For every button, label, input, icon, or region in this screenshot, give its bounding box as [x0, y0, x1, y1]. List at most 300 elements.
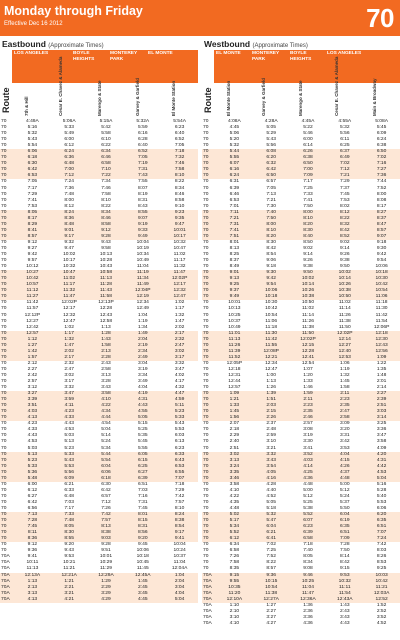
time-cell: 2:07 [229, 421, 240, 427]
time-cell: 4:25 [290, 470, 327, 476]
route-column-label: Route [203, 87, 213, 113]
time-cell: 3:02 [64, 372, 74, 378]
time-cell: 9:49 [216, 294, 253, 300]
time-cell: 4:17 [174, 379, 185, 385]
time-cell: 3:32 [174, 360, 185, 366]
route-cell: 70 [0, 161, 14, 167]
time-cell: 1:02 [174, 300, 185, 306]
time-cell: 8:00 [253, 222, 290, 228]
route-cell: 70 [202, 530, 216, 536]
time-cell: 5:04 [101, 427, 111, 433]
time-cell: 9:10 [174, 203, 185, 209]
time-cell: 6:53 [14, 173, 51, 179]
time-cell: 2:58 [326, 415, 363, 421]
time-cell: 5:50 [340, 506, 350, 511]
route-cell: 70 [1, 119, 7, 124]
route-cell: 70 [203, 439, 209, 445]
time-cell: 10:17 [63, 258, 76, 264]
route-cell: 70 [1, 427, 7, 433]
time-cell: 3:10 [266, 439, 276, 445]
time-cell: 5:12 [303, 493, 313, 499]
time-cell: 10:27 [14, 270, 51, 276]
time-cell: 6:31 [229, 179, 240, 185]
time-cell: 4:52 [376, 620, 387, 626]
route-cell: 70 [1, 137, 7, 143]
time-cell: 12:57 [14, 331, 51, 337]
time-cell: 10:04 [136, 239, 149, 245]
time-cell: 11:21 [363, 585, 400, 591]
time-cell: 2:34 [124, 349, 161, 355]
time-cell: 10:29 [99, 560, 113, 566]
time-cell: 4:14 [290, 464, 327, 470]
time-cell: 6:39 [290, 530, 327, 536]
time-cell: 2:12 [27, 360, 38, 366]
time-cell: 7:02 [266, 542, 276, 548]
time-cell: 8:13 [229, 245, 240, 251]
time-cell: 10:19 [136, 245, 149, 251]
time-cell: 5:18 [266, 506, 276, 511]
time-cell: 5:24 [101, 439, 111, 445]
time-cell: 5:23 [14, 458, 51, 464]
route-cell: 70 [202, 524, 216, 530]
time-cell: 11:45 [136, 566, 149, 572]
time-cell: 7:57 [174, 499, 185, 505]
time-cell: 7:17 [303, 179, 313, 185]
route-column-label: Route [1, 87, 11, 113]
time-cell: 10:47 [51, 270, 88, 276]
route-cell: 70 [0, 234, 14, 240]
time-cell: 1:51 [253, 397, 290, 403]
time-cell: 10:54 [363, 288, 400, 294]
time-cell: 11:30 [375, 306, 388, 312]
time-cell: 4:43 [27, 433, 38, 439]
time-cell: 11:32 [51, 288, 88, 294]
time-cell: 4:36 [303, 620, 313, 626]
time-cell: 9:25 [376, 566, 387, 572]
time-cell: 6:51 [363, 524, 400, 530]
time-cell: 1:21 [51, 579, 88, 585]
time-cell: 5:43 [27, 137, 38, 143]
time-cell: 9:01 [216, 270, 253, 276]
time-cell: 9:46 [290, 573, 327, 579]
time-cell: 2:02 [51, 349, 88, 355]
time-cell: 7:18 [174, 481, 185, 487]
time-cell: 1:36 [303, 602, 313, 608]
time-cell: 7:42 [88, 512, 125, 518]
route-cell: 70 [1, 506, 7, 511]
time-cell: 12:30 [363, 337, 400, 343]
time-cell: 10:06 [136, 548, 149, 554]
area-label: LOS ANGELES [327, 51, 362, 56]
time-cell: 3:49 [138, 379, 148, 385]
time-cell: 5:16 [376, 481, 387, 487]
time-cell: 11:49 [124, 282, 161, 288]
time-cell: 10:50 [326, 294, 363, 300]
time-cell: 1:33 [216, 403, 253, 409]
route-cell: 70 [1, 318, 7, 324]
time-cell: 10:38 [290, 294, 327, 300]
time-cell: 10:49 [228, 324, 241, 330]
route-cell: 70 [202, 288, 216, 294]
time-cell: 12:06P [373, 324, 390, 330]
time-cell: 11:06 [265, 318, 278, 324]
time-cell: 2:11 [290, 397, 327, 403]
time-cell: 6:20 [363, 512, 400, 518]
time-cell: 7:40 [253, 210, 290, 216]
time-cell: 8:34 [303, 560, 313, 566]
time-cell: 1:56 [216, 415, 253, 421]
time-cell: 6:42 [253, 167, 290, 173]
time-cell: 7:24 [363, 536, 400, 542]
time-cell: 11:17 [173, 258, 186, 264]
time-cell: 7:09 [290, 173, 327, 179]
time-cell: 8:05 [51, 524, 88, 530]
time-cell: 7:12 [101, 499, 111, 505]
time-cell: 8:58 [174, 197, 185, 203]
time-cell: 12:02P [326, 331, 363, 337]
route-cell: 70A [0, 585, 14, 591]
time-cell: 5:11 [161, 403, 198, 409]
route-cell: 70 [0, 343, 14, 349]
area-header [202, 50, 400, 83]
time-cell: 8:20 [253, 234, 290, 240]
time-cell: 7:48 [64, 191, 74, 197]
time-cell: 8:01 [124, 512, 161, 518]
route-cell: 70 [202, 458, 216, 464]
time-cell: 11:13 [216, 337, 253, 343]
time-cell: 6:25 [124, 464, 161, 470]
time-cell: 6:52 [124, 149, 161, 155]
time-cell: 2:13 [14, 585, 51, 591]
stop-name: Marengo & State [298, 80, 303, 116]
time-cell: 12:04A [171, 566, 188, 572]
time-cell: 6:42 [101, 487, 111, 493]
time-cell: 7:09 [326, 536, 363, 542]
time-cell: 2:11 [326, 391, 363, 397]
time-cell: 12:03A [363, 591, 400, 597]
time-cell: 9:54 [253, 282, 290, 288]
time-cell: 7:45 [138, 506, 148, 511]
time-cell: 8:19 [138, 191, 148, 197]
time-cell: 8:55 [124, 210, 161, 216]
route-cell: 70 [203, 566, 209, 572]
time-cell: 4:22 [229, 493, 240, 499]
route-cell: 70 [203, 252, 209, 258]
route-cell: 70 [202, 343, 216, 349]
westbound-timetable [202, 119, 400, 627]
time-cell: 8:13 [88, 524, 125, 530]
route-cell: 70 [0, 270, 14, 276]
time-cell: 5:44 [88, 452, 125, 458]
route-cell: 70 [202, 234, 216, 240]
time-cell: 2:32 [161, 337, 198, 343]
time-cell: 4:35 [229, 499, 240, 505]
time-cell: 11:52 [216, 355, 253, 361]
time-cell: 6:18 [88, 476, 125, 482]
time-cell: 10:12 [26, 264, 39, 270]
time-cell: 5:13 [14, 452, 51, 458]
time-cell: 11:04 [290, 585, 327, 591]
time-cell: 6:07 [290, 518, 327, 524]
time-cell: 12:58 [99, 318, 113, 324]
route-cell: 70 [203, 179, 209, 185]
time-cell: 4:43 [124, 403, 161, 409]
time-cell: 8:37 [363, 216, 400, 222]
time-cell: 2:14 [376, 385, 387, 391]
time-cell: 10:04 [173, 542, 186, 548]
stop-name: El Monte Station [171, 80, 176, 116]
time-cell: 9:38 [303, 264, 313, 270]
time-cell: 1:52 [376, 602, 387, 608]
route-cell: 70 [203, 306, 209, 312]
time-cell: 9:12 [88, 228, 125, 234]
time-cell: 6:51 [326, 530, 363, 536]
route-cell: 70 [1, 306, 7, 312]
route-cell: 70 [0, 452, 14, 458]
time-cell: 11:39 [216, 349, 253, 355]
route-cell: 70A [203, 614, 212, 620]
time-cell: 6:48 [51, 161, 88, 167]
time-cell: 2:36 [303, 608, 313, 614]
route-cell: 70 [1, 300, 7, 306]
time-cell: 3:59 [51, 397, 88, 403]
route-cell: 70 [0, 155, 14, 161]
route-cell: 70 [0, 228, 14, 234]
time-cell: 10:02 [63, 252, 76, 258]
time-cell: 10:01 [161, 228, 198, 234]
time-cell: 6:06 [376, 506, 387, 511]
time-cell: 12:57 [228, 385, 241, 391]
route-cell: 70 [202, 391, 216, 397]
time-cell: 7:57 [88, 518, 125, 524]
time-cell: 12:29A [88, 573, 125, 579]
time-cell: 7:29 [174, 487, 185, 493]
time-cell: 7:16 [138, 493, 148, 499]
time-cell: 10:47 [173, 245, 186, 251]
time-cell: 1:09 [363, 355, 400, 361]
time-cell: 10:06 [253, 288, 290, 294]
time-cell: 5:47 [253, 518, 290, 524]
time-cell: 10:02 [290, 276, 327, 282]
time-cell: 2:47 [326, 409, 363, 415]
time-cell: 9:50 [290, 270, 327, 276]
time-cell: 10:42 [363, 579, 400, 585]
route-cell: 70 [203, 385, 209, 391]
time-cell: 10:14 [290, 282, 327, 288]
time-cell: 9:30 [253, 270, 290, 276]
time-cell: 10:25 [228, 312, 241, 318]
route-cell: 70 [0, 391, 14, 397]
time-cell: 5:28 [376, 487, 387, 493]
time-cell: 6:57 [101, 493, 111, 499]
time-cell: 9:47 [64, 245, 74, 251]
time-cell: 6:16 [216, 167, 253, 173]
time-cell: 9:26 [340, 252, 350, 258]
time-cell: 11:43 [88, 288, 125, 294]
time-cell: 1:43 [340, 602, 350, 608]
route-cell: 70 [203, 433, 209, 439]
route-cell: 70 [0, 337, 14, 343]
time-cell: 8:26 [376, 554, 387, 560]
time-cell: 7:40 [303, 548, 313, 554]
time-cell: 12:43 [363, 343, 400, 349]
time-cell: 11:50 [290, 331, 327, 337]
time-cell: 8:00 [290, 210, 327, 216]
time-cell: 6:49 [326, 155, 363, 161]
time-cell: 11:02 [173, 252, 186, 258]
route-cell: 70 [203, 143, 209, 149]
route-cell: 70A [202, 591, 216, 597]
time-cell: 4:13 [14, 415, 51, 421]
time-cell: 1:04 [161, 573, 198, 579]
time-cell: 11:14 [302, 312, 314, 318]
time-cell: 6:33 [64, 487, 74, 493]
table-row [202, 621, 400, 627]
time-cell: 6:28 [138, 137, 148, 143]
time-cell: 1:45 [340, 379, 350, 385]
time-cell: 1:57 [14, 355, 51, 361]
time-cell: 3:47 [376, 433, 387, 439]
time-cell: 9:18 [376, 239, 387, 245]
time-cell: 4:52 [266, 493, 276, 499]
time-cell: 3:32 [253, 452, 290, 458]
time-cell: 12:32 [161, 288, 198, 294]
time-cell: 7:25 [303, 185, 313, 191]
time-cell: 8:35 [229, 566, 240, 572]
time-cell: 8:07 [138, 185, 148, 191]
time-cell: 8:46 [88, 216, 125, 222]
time-cell: 12:05P [226, 360, 243, 366]
time-cell: 6:18 [14, 155, 51, 161]
time-cell: 4:53 [64, 427, 74, 433]
time-cell: 6:05 [124, 452, 161, 458]
time-cell: 8:57 [363, 228, 400, 234]
time-cell: 5:49 [64, 131, 74, 137]
route-cell: 70 [202, 167, 216, 173]
time-cell: 8:37 [229, 258, 240, 264]
time-cell: 1:17 [174, 306, 185, 312]
time-cell: 4:55 [124, 409, 161, 415]
route-cell: 70 [203, 542, 209, 548]
time-cell: 11:18 [265, 324, 278, 330]
time-cell: 9:13 [216, 276, 253, 282]
time-cell: 3:17 [161, 355, 198, 361]
time-cell: 1:32 [174, 312, 185, 318]
time-cell: 5:00 [340, 481, 350, 487]
time-cell: 10:24 [173, 548, 186, 554]
time-cell: 4:31 [124, 397, 161, 403]
route-cell: 70A [203, 602, 212, 608]
time-cell: 3:45 [124, 591, 161, 597]
time-cell: 7:16 [363, 161, 400, 167]
time-cell: 3:04 [161, 585, 198, 591]
time-cell: 7:33 [51, 512, 88, 518]
time-cell: 9:33 [124, 228, 161, 234]
time-cell: 6:00 [64, 137, 74, 143]
time-cell: 9:06 [266, 258, 276, 264]
area-label: EL MONTE [148, 51, 173, 56]
time-cell: 6:38 [290, 155, 327, 161]
time-cell: 11:02 [338, 300, 351, 306]
time-cell: 11:17 [51, 282, 88, 288]
time-cell: 5:37 [340, 499, 350, 505]
time-cell: 7:18 [303, 542, 313, 548]
time-cell: 4:45A [301, 119, 315, 124]
route-cell: 70 [203, 312, 209, 318]
time-cell: 7:05 [174, 143, 185, 149]
time-cell: 11:47 [290, 591, 327, 597]
time-cell: 3:36 [303, 614, 313, 620]
time-cell: 2:39 [363, 397, 400, 403]
time-cell: 12:27 [326, 343, 363, 349]
route-cell: 70 [202, 397, 216, 403]
time-cell: 8:38 [88, 530, 125, 536]
time-cell: 3:02 [161, 349, 198, 355]
time-cell: 7:32 [161, 155, 198, 161]
time-cell: 8:22 [101, 203, 111, 209]
time-cell: 1:32 [51, 337, 88, 343]
time-cell: 7:44 [376, 179, 387, 185]
time-cell: 11:13 [26, 566, 39, 572]
route-cell: 70 [1, 245, 7, 251]
time-cell: 8:52 [326, 234, 363, 240]
route-cell: 70 [1, 487, 7, 493]
time-cell: 12:41 [290, 355, 327, 361]
time-cell: 1:13 [101, 324, 111, 330]
time-cell: 8:10 [161, 173, 198, 179]
time-cell: 3:58 [229, 481, 240, 487]
route-cell: 70 [0, 536, 14, 542]
time-cell: 12:28 [99, 306, 113, 312]
time-cell: 6:22 [101, 143, 111, 149]
stop-name: 7th & Hill [24, 96, 29, 116]
time-cell: 2:29 [229, 433, 240, 439]
time-cell: 7:41 [27, 197, 38, 203]
time-cell: 4:21 [51, 597, 88, 603]
time-cell: 8:46 [174, 191, 185, 197]
route-cell: 70 [202, 276, 216, 282]
route-cell: 70 [1, 197, 7, 203]
time-cell: 3:43 [101, 385, 111, 391]
route-cell: 70 [0, 470, 14, 476]
time-cell: 3:47 [51, 391, 88, 397]
route-cell: 70 [202, 512, 216, 518]
time-cell: 9:42 [253, 276, 290, 282]
time-cell: 5:56 [340, 131, 350, 137]
time-cell: 3:36 [376, 427, 387, 433]
time-cell: 8:36 [51, 216, 88, 222]
route-cell: 70 [1, 324, 7, 330]
time-cell: 1:59 [290, 391, 327, 397]
time-cell: 10:21 [63, 560, 76, 566]
time-cell: 9:42 [27, 252, 38, 258]
time-cell: 9:36 [27, 548, 38, 554]
time-cell: 10:26 [326, 282, 363, 288]
time-cell: 11:27 [14, 294, 51, 300]
time-cell: 4:04 [326, 452, 363, 458]
route-cell: 70 [1, 379, 7, 385]
time-cell: 10:14 [326, 276, 363, 282]
time-cell: 8:10 [253, 228, 290, 234]
time-cell: 4:22 [88, 403, 125, 409]
time-cell: 7:12 [51, 173, 88, 179]
time-cell: 7:19 [124, 161, 161, 167]
time-cell: 6:07 [216, 161, 253, 167]
time-cell: 10:26 [290, 288, 327, 294]
time-cell: 5:34 [216, 524, 253, 530]
time-cell: 7:01 [229, 203, 240, 209]
time-cell: 5:32 [27, 131, 38, 137]
